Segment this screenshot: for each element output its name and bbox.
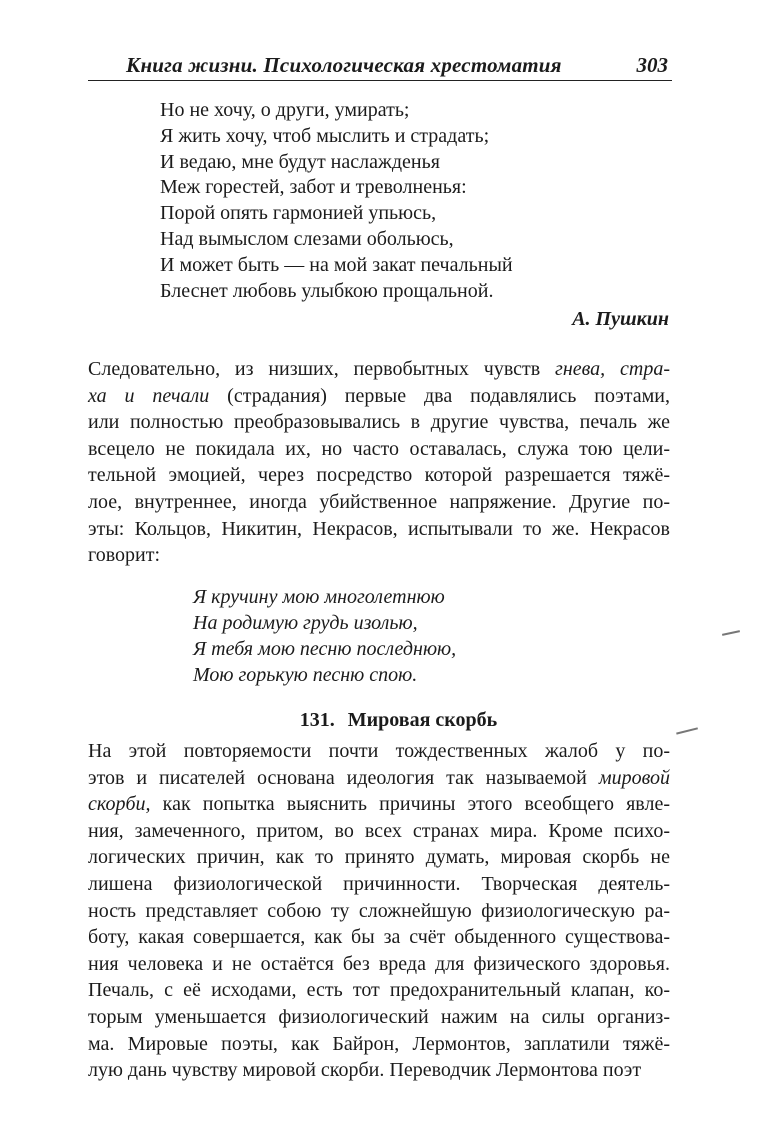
text-line: [88, 738, 670, 765]
text-fragment: боту, какая совершается, как бы за счёт обыденного существова-: [88, 926, 670, 949]
text-fragment: (страдания) первые два подавлялись поэтами,: [209, 384, 670, 407]
text-line: [88, 1057, 670, 1084]
poem-line: Мою горькую песню спою.: [193, 664, 418, 686]
text-fragment: этов и писателей основана идеология так называемой: [88, 766, 599, 789]
scan-mark: [722, 630, 740, 636]
text-line: [88, 765, 670, 792]
text-line: [88, 356, 670, 383]
text-fragment: лую дань чувству мировой скорби. Переводчик Лермонтова поэт: [88, 1059, 642, 1082]
text-line: [88, 1004, 670, 1031]
text-fragment: ния, замеченного, притом, во всех странах мира. Кроме психо-: [88, 819, 670, 842]
text-line: [88, 977, 670, 1004]
paragraph-2: [88, 738, 670, 1084]
text-line: [88, 818, 670, 845]
poem-line: Над вымыслом слезами обольюсь,: [160, 227, 454, 250]
paragraph-1: [88, 356, 670, 569]
italic-fragment: ха и печали: [88, 384, 210, 407]
text-line: [88, 924, 670, 951]
text-fragment: Следовательно, из низших, первобытных чувств: [88, 358, 556, 380]
nekrasov-poem: [193, 584, 456, 688]
text-line: [88, 542, 670, 569]
poem-line: Я жить хочу, чтоб мыслить и страдать;: [160, 124, 490, 147]
italic-fragment: гнева, стра-: [555, 358, 670, 380]
text-fragment: ность представляет собою ту сложнейшую физиологическую ра-: [88, 899, 670, 922]
text-fragment: Печаль, с её исходами, есть тот предохранительный клапан, ко-: [88, 979, 670, 1002]
pushkin-poem: [160, 98, 513, 304]
poem-author: А. Пушкин: [572, 308, 669, 330]
text-fragment: лишена физиологической причинности. Творческая деятель-: [88, 872, 670, 895]
header-title: Книга жизни. Психологическая хрестоматия: [126, 53, 562, 77]
text-line: [88, 516, 670, 543]
text-line: [88, 1031, 670, 1058]
text-line: [88, 409, 670, 436]
text-fragment: всецело не покидала их, но часто оставалась, служа тою цели-: [88, 437, 670, 460]
text-fragment: как попытка выяснить причины этого всеобщего явле-: [150, 793, 670, 816]
text-line: [88, 383, 670, 410]
text-line: [88, 436, 670, 463]
text-fragment: лое, внутреннее, иногда убийственное напряжение. Другие по-: [88, 490, 670, 513]
text-fragment: ния человека и не остаётся без вреда для физического здоровья.: [88, 952, 670, 975]
text-fragment: говорит:: [88, 544, 161, 567]
poem-line: Я тебя мою песню последнюю,: [193, 638, 457, 660]
text-fragment: эты: Кольцов, Никитин, Некрасов, испытывали то же. Некрасов: [88, 517, 670, 540]
running-header: [88, 50, 672, 81]
text-fragment: тельной эмоцией, через посредство которой разрешается тяжё-: [88, 464, 670, 487]
text-line: [88, 844, 670, 871]
poem-line: Я кручину мою многолетнюю: [193, 586, 445, 608]
text-line: [88, 489, 670, 516]
text-fragment: или полностью преобразовывались в другие чувства, печаль же: [88, 411, 670, 434]
text-line: [88, 871, 670, 898]
text-line: [88, 898, 670, 925]
poem-line: И может быть — на мой закат печальный: [160, 253, 513, 276]
text-fragment: торым уменьшается физиологический нажим на силы организ-: [88, 1005, 670, 1028]
section-heading: [0, 709, 757, 732]
text-fragment: логических причин, как то принято думать, мировая скорбь не: [88, 846, 670, 869]
poem-line: Меж горестей, забот и треволненья:: [160, 176, 467, 199]
poem-line: И ведаю, мне будут наслажденья: [160, 150, 440, 173]
poem-line: Порой опять гармонией упьюсь,: [160, 202, 437, 225]
text-line: [88, 462, 670, 489]
section-number: 131.: [299, 709, 335, 731]
italic-fragment: скорби,: [88, 793, 151, 816]
text-fragment: ма. Мировые поэты, как Байрон, Лермонтов, заплатили тяжё-: [88, 1032, 670, 1055]
italic-fragment: мировой: [598, 766, 670, 789]
text-line: [88, 791, 670, 818]
page-number: 303: [636, 53, 668, 77]
text-fragment: На этой повторяемости почти тождественных жалоб у по-: [88, 740, 670, 762]
poem-line: Блеснет любовь улыбкою прощальной.: [160, 279, 494, 302]
poem-line: Но не хочу, о други, умирать;: [160, 99, 410, 121]
text-line: [88, 951, 670, 978]
section-title: Мировая скорбь: [347, 709, 498, 731]
poem-line: На родимую грудь изолью,: [193, 612, 418, 634]
